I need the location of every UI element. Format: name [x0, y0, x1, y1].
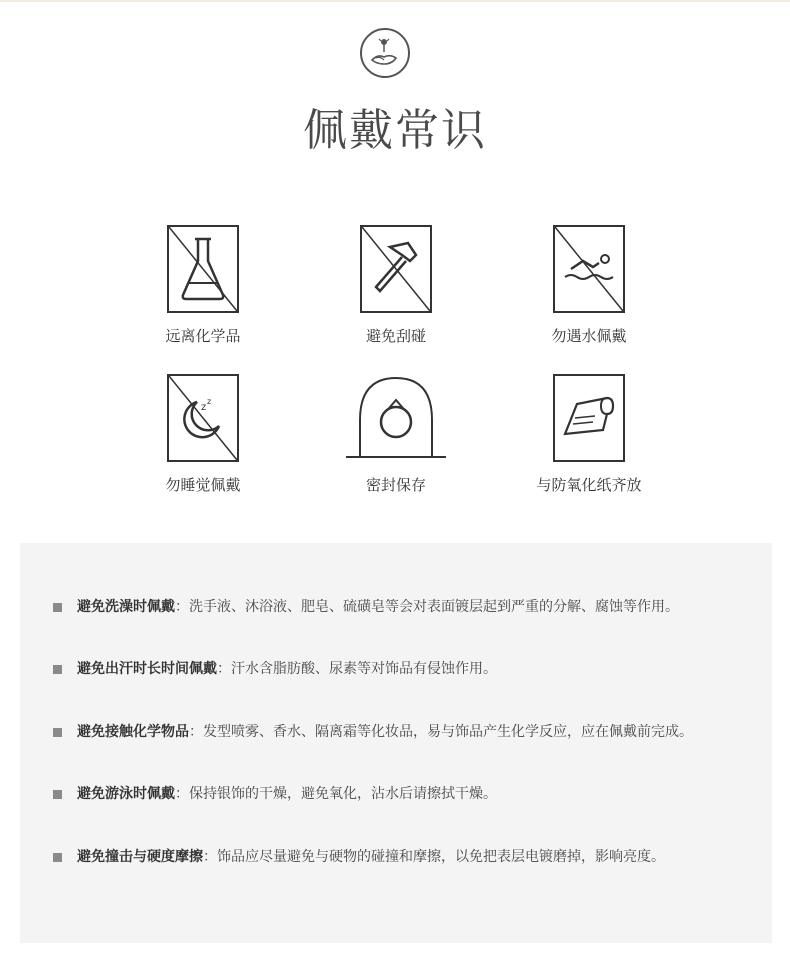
tip-no-chemicals: [118, 225, 288, 346]
note-head: 避免洗澡时佩戴: [77, 599, 175, 615]
svg-text:z: z: [207, 397, 212, 406]
bullet: [53, 603, 62, 612]
no-scratch-icon: [360, 225, 432, 313]
tip-label: 勿遇水佩戴: [551, 327, 627, 345]
tip-label: 避免刮碰: [365, 327, 426, 345]
no-water-icon: [553, 225, 625, 313]
bullet: [53, 665, 62, 674]
note-item: [53, 596, 733, 618]
bullet: [53, 728, 62, 737]
note-head: 避免接触化学物品: [77, 724, 189, 740]
tip-label: 与防氧化纸齐放: [536, 476, 642, 494]
note-sep: ：: [189, 724, 203, 740]
note-body: 汗水含脂肪酸、尿素等对饰品有侵蚀作用。: [231, 661, 497, 677]
no-chemicals-icon: [167, 225, 239, 313]
page-title: 佩戴常识: [303, 105, 487, 156]
note-body: 洗手液、沐浴液、肥皂、硫磺皂等会对表面镀层起到严重的分解、腐蚀等作用。: [189, 599, 679, 615]
note-item: [53, 721, 733, 743]
tip-paper-wrap: [504, 374, 674, 495]
paper-wrap-icon: [553, 374, 625, 462]
no-sleep-icon: [167, 374, 239, 462]
note-item: [53, 846, 733, 868]
sealed-storage-icon: [346, 374, 446, 462]
note-head: 避免出汗时长时间佩戴: [77, 661, 217, 677]
note-head: 避免游泳时佩戴: [77, 786, 175, 802]
tip-no-scratch: [311, 225, 481, 346]
tip-no-sleep: [118, 374, 288, 495]
tip-sealed-storage: [311, 374, 481, 495]
tip-label: 远离化学品: [165, 327, 241, 345]
top-divider: [0, 0, 790, 2]
hand-holding-flower-icon: [360, 28, 410, 78]
tip-label: 密封保存: [365, 476, 426, 494]
note-item: [53, 658, 733, 680]
note-item: [53, 783, 733, 805]
note-body: 保持银饰的干燥，避免氧化，沾水后请擦拭干燥。: [189, 786, 497, 802]
care-notes-panel: [20, 543, 772, 943]
note-body: 发型喷雾、香水、隔离霜等化妆品，易与饰品产生化学反应，应在佩戴前完成。: [203, 724, 693, 740]
note-sep: ：: [175, 599, 189, 615]
tip-no-water: [504, 225, 674, 346]
note-body: 饰品应尽量避免与硬物的碰撞和摩擦，以免把表层电镀磨掉，影响亮度。: [217, 849, 665, 865]
note-sep: ：: [203, 849, 217, 865]
bullet: [53, 853, 62, 862]
note-sep: ：: [175, 786, 189, 802]
svg-text:z: z: [201, 402, 207, 413]
note-sep: ：: [217, 661, 231, 677]
note-head: 避免撞击与硬度摩擦: [77, 849, 203, 865]
bullet: [53, 790, 62, 799]
tip-label: 勿睡觉佩戴: [165, 476, 241, 494]
